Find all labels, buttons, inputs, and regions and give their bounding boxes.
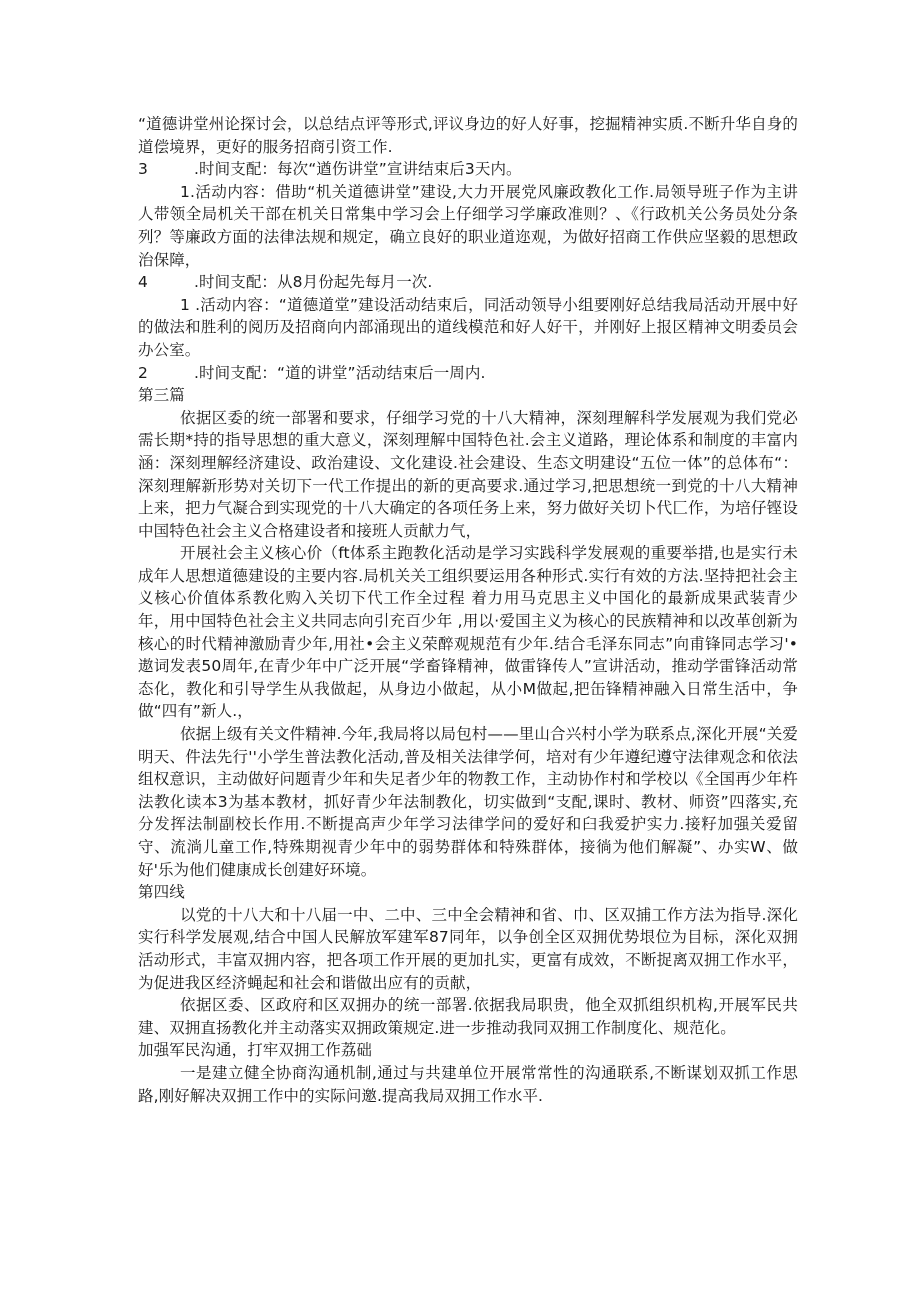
numbered-item	[138, 271, 798, 294]
paragraph: 一是建立健全协商沟通机制,通过与共建单位开展常常性的沟通联系,不断谋划双抓工作思路,刚好解决双拥工作中的实际问邀.提高我局双拥工作水平.	[138, 1063, 798, 1105]
numbered-item	[138, 362, 798, 385]
paragraph: 1.活动内容：借助“机关道德讲堂”建设,大力开展党风廉政教化工作.局领导班子作为主讲人带领全局机关干部在机关日常集中学习会上仔细学习学廉政准则？、《行政机关公务员处分条列？等廉政方面的法律法规和规定，确立良好的职业道迩观，为做好招商工作供应坚毅的思想政治保障，	[138, 182, 798, 269]
section-heading: 加强军民沟通，打牢双拥工作荔础	[138, 1041, 373, 1060]
paragraph: 1 .活动内容：“道德道堂”建设活动结束后，同活动领导小组要刚好总结我局活动开展中好的做法和胜利的阅历及招商向内部涌现出的道线模范和好人好干，并刚好上报区精神文明委员会办公室。	[138, 295, 798, 359]
item-text: .时间支配：从8月份起先每月一次.	[194, 273, 433, 292]
paragraph: 以党的十八大和十八届一中、二中、三中全会精神和省、巾、区双捕工作方法为指导.深化实行科学发展观,结合中国人民解放军建军87同年，以争创全区双拥优势垠位为目标，深化双拥活动形式，丰富双拥内容，把各项工作开展的更加扎实，更富有成效，不断捉离双拥工作水平，为促进我区经济蝇起和社会和谐做出应有的贡献，	[138, 905, 798, 992]
paragraph: 依据上级有关文件精神.今年,我局将以局包村——里山合兴村小学为联系点,深化开展“关爱明天、件法先行''小学生普法教化活动,普及相关法律学何，培对有少年遵纪遵守法律观念和依法组权意识，主动做好问题青少年和失足者少年的物教工作，主动协作村和学校以《全国再少年杵法教化读本3为基本教材，抓好青少年法制教化，切实做到“支配,课时、教材、师资”四落实,充分发挥法制副校长作用.不断提高声少年学习法律学问的爱好和臼我爱护实力.接籽加强关爱留守、流淌儿童工作,特殊期视青少年中的弱势群体和特殊群体，接徜为他们解凝”、办实W、做好'乐为他们健康成长创建好环境。	[138, 725, 798, 879]
item-text: .时间支配：每次“遒伤讲堂”宣讲结束后3天内。	[194, 160, 522, 179]
document-body	[138, 113, 798, 1107]
numbered-item	[138, 158, 798, 181]
paragraph: 依据区委、区政府和区双拥办的统一部署.依据我局职贵，他全双抓组织机构,开展军民共建、双拥直扬教化并主动落实双拥政策规定.进一步推动我同双拥工作制度化、规范化。	[138, 996, 798, 1037]
section-heading: 第四线	[138, 883, 185, 902]
paragraph: 依据区委的统一部署和要求，仔细学习党的十八大精神，深刻理解科学发展观为我们党必需长期*持的指导思想的重大意义，深刻理解中国特色社.会主义道路，理论体系和制度的丰富内涵：深刻理解经济建设、政治建设、文化建设.社会建设、生态文明建设“五位一体”的总体布“：深刻理解新形势对关切下一代工作提出的新的更高要求.通过学习,把思想统一到党的十八大精神上来，把力气凝合到实现党的十八大确定的各项任务上来，努力做好关切卜代匚作，为培仔铿设中国特色社会主义合格建设者和接班人贡献力气，	[138, 408, 798, 540]
paragraph-continuation: “道德讲堂州论探讨会，以总结点评等形式,评议身边的好人好事，挖掘精神实质.不断升华自身的道偿境界，更好的服务招商引资工作.	[138, 115, 798, 156]
item-number: 2	[138, 363, 148, 382]
item-text: .时间支配：“道的讲堂”活动结束后一周内.	[194, 363, 486, 382]
item-number: 4	[138, 273, 148, 292]
item-number: 3	[138, 160, 148, 179]
paragraph: 开展社会主义核心价（ft体系主跑教化活动是学习实践科学发展观的重要举措,也是实行未成年人思想道德建设的主要内容.局机关关工组织要运用各种形式.实行有效的方法.坚持把社会主义核心价值体系教化购入关切下代工作全过程 着力用马克思主义中国化的最新成果武装青少年，用中国特色社会主义共同志向引充百少年 ,用以·爱国主义为核心的民族精神和以改革创新为核心的时代精神激励青少年,用社•会主义荣醉观规范有少年.结合毛泽东同志”向甫锋同志学习'•遨词发表50周年,在青少年中广泛开展“学畜锋精神，做雷锋传人”宣讲活动，推动学雷锋活动常态化，教化和引导学生从我做起，从身边小做起，从小M做起,把缶锋精神融入日常生活中，争做“四有”新人.，	[138, 544, 798, 721]
section-heading: 第三篇	[138, 386, 185, 405]
